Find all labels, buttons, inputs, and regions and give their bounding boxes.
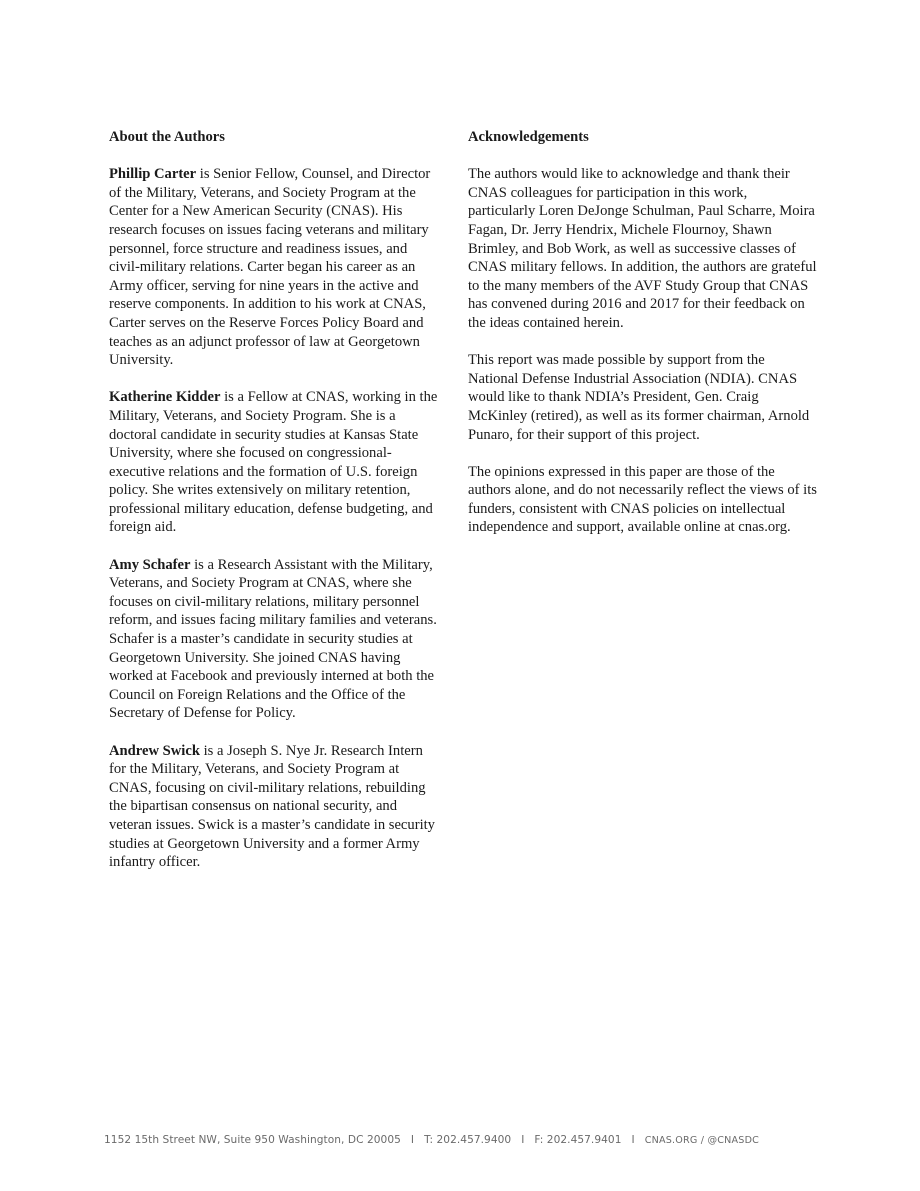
footer-separator: I [521,1134,525,1146]
author-bio-text: is a Joseph S. Nye Jr. Research Intern for the Military, Veterans, and Society Program at CNAS, focusing on civil-military relations, rebuilding the bipartisan consensus on national security, and veteran issues. Swick is a master’s candidate in security studies at Georgetown University and a former Army infantry officer. [109,742,435,871]
footer-fax: F: 202.457.9401 [534,1134,622,1146]
author-name: Katherine Kidder [109,389,221,406]
author-name: Phillip Carter [109,166,197,183]
acknowledgements-paragraph: This report was made possible by support from the National Defense Industrial Association (NDIA). CNAS would like to thank NDIA’s President, Gen. Craig McKinley (retired), as well as its former chairman, Arnold Punaro, for their support of this project. [468,352,810,443]
author-bio-text: is a Fellow at CNAS, working in the Military, Veterans, and Society Program. She is a doctoral candidate in security studies at Kansas State University, where she focused on congressional-executive relations and the formation of U.S. foreign policy. She writes extensively on military retention, professional military education, defense budgeting, and foreign aid. [109,389,438,536]
acknowledgements-heading: Acknowledgements [468,129,589,145]
author-bio [109,165,441,370]
acknowledgements-column [468,128,818,556]
author-bio-text: is a Research Assistant with the Military, Veterans, and Society Program at CNAS, where she focuses on civil-military relations, military personnel reform, and issues facing military families and veterans. Schafer is a master’s candidate in security studies at Georgetown University. She joined CNAS having worked at Facebook and previously interned at both the Council on Foreign Relations and the Office of the Secretary of Defense for Policy. [109,556,437,722]
footer-separator: I [410,1134,415,1146]
author-bio [109,742,441,872]
page-footer [104,1134,824,1146]
footer-web: CNAS.ORG / @CNASDC [644,1135,760,1146]
author-name: Amy Schafer [109,556,191,573]
footer-address: 1152 15th Street NW, Suite 950 Washington, DC 20005 [104,1134,401,1146]
acknowledgements-paragraph: The authors would like to acknowledge and thank their CNAS colleagues for participation in this work, particularly Loren DeJonge Schulman, Paul Scharre, Moira Fagan, Dr. Jerry Hendrix, Michele Flournoy, Shawn Brimley, and Bob Work, as well as successive classes of CNAS military fellows. In addition, the authors are grateful to the many members of the AVF Study Group that CNAS has convened during 2016 and 2017 for their feedback on the ideas contained herein. [468,166,817,331]
author-bio-text: is Senior Fellow, Counsel, and Director of the Military, Veterans, and Society Program at the Center for a New American Security (CNAS). His research focuses on issues facing veterans and military personnel, force structure and readiness issues, and civil-military relations. Carter began his career as an Army officer, serving for nine years in the active and reserve components. In addition to his work at CNAS, Carter serves on the Reserve Forces Policy Board and teaches as an adjunct professor of law at Georgetown University. [109,166,431,369]
footer-separator: I [631,1134,635,1146]
about-authors-column [109,128,441,890]
about-authors-heading: About the Authors [109,129,225,145]
author-bio [109,556,441,723]
author-bio [109,388,441,537]
acknowledgements-paragraph: The opinions expressed in this paper are those of the authors alone, and do not necessarily reflect the views of its funders, consistent with CNAS policies on intellectual independence and support, available online at cnas.org. [468,463,817,536]
footer-phone: T: 202.457.9400 [424,1134,512,1146]
author-name: Andrew Swick [109,742,200,759]
